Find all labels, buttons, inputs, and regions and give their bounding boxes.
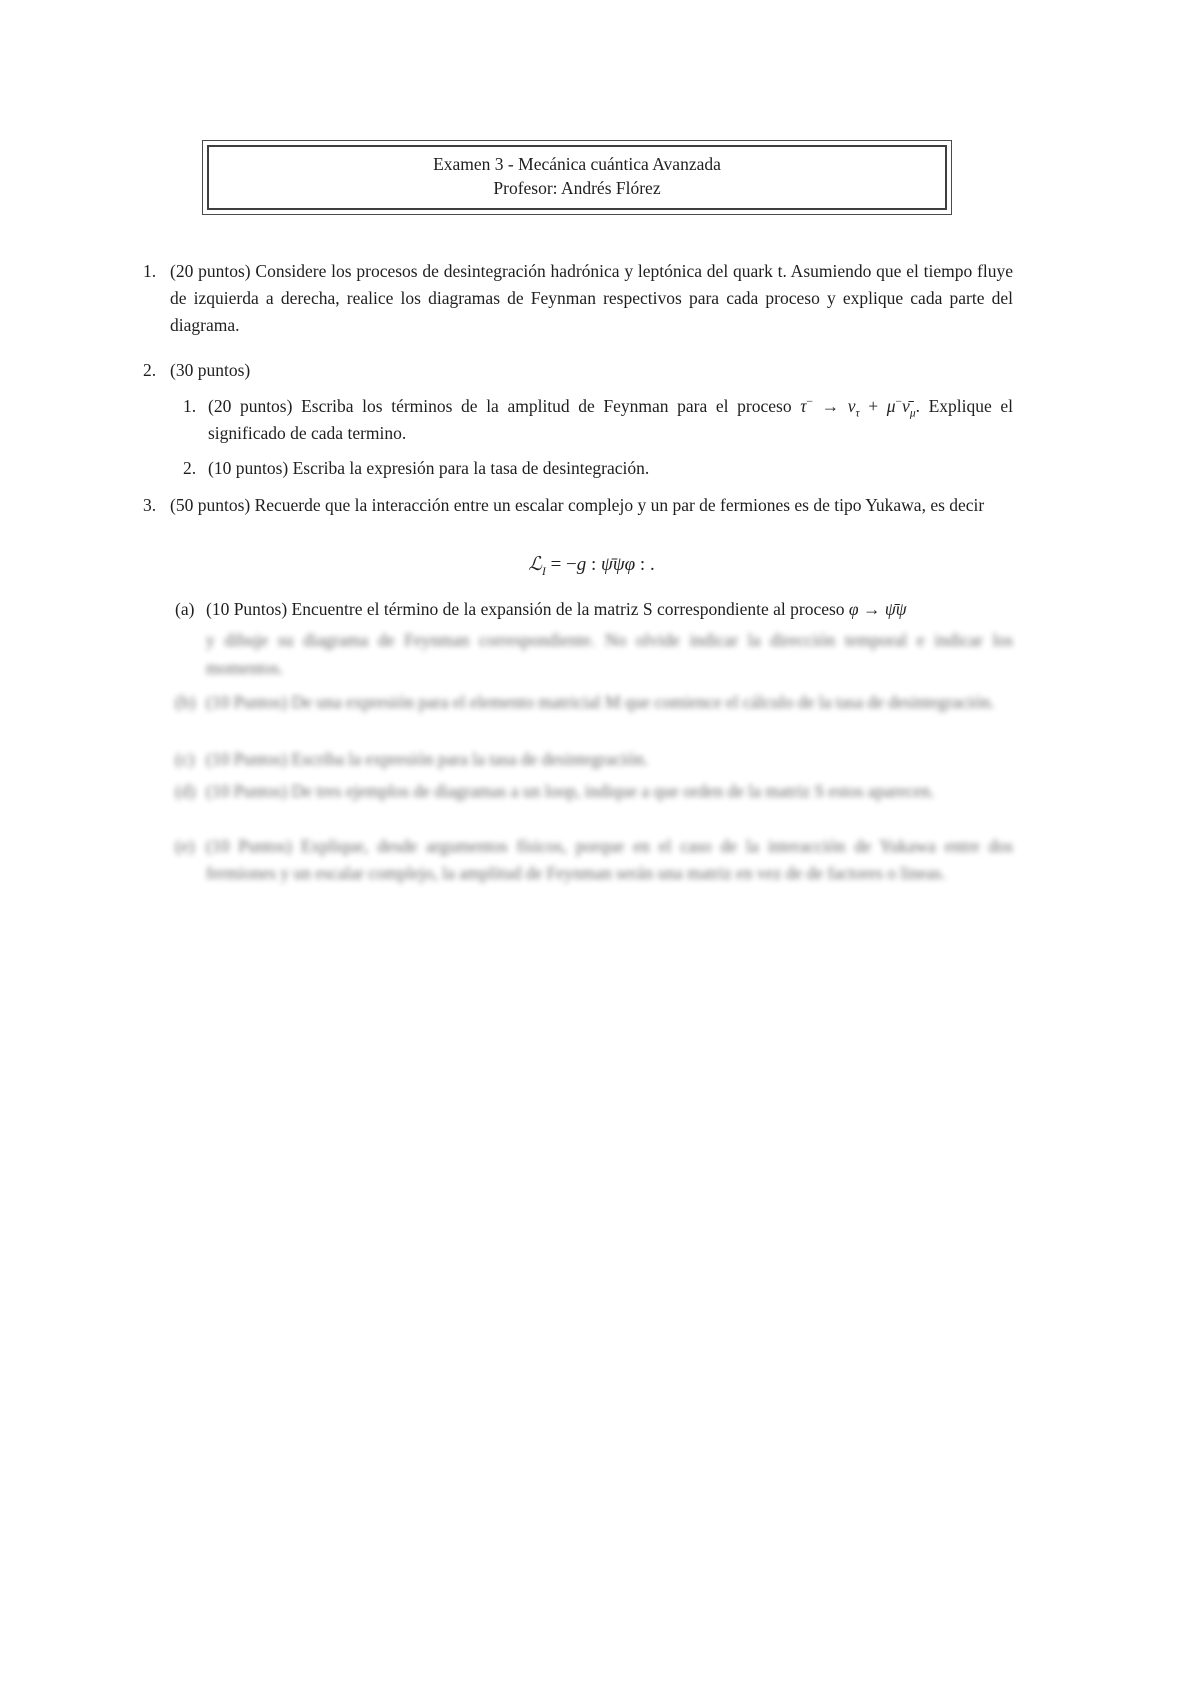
nu-tau-symbol: ν — [847, 396, 856, 416]
question-2-text: (30 puntos) — [170, 360, 251, 380]
lagrangian-script-L: ℒ — [528, 554, 542, 575]
question-3-number: 3. — [143, 495, 157, 515]
question-2-1 — [183, 393, 1013, 447]
psi-symbol: ψ — [895, 599, 907, 619]
question-3c-text: (10 Puntos) Escriba la expresión para la tasa de desintegración. — [206, 749, 649, 769]
tau-charge: − — [806, 396, 813, 409]
yukawa-lagrangian-equation — [170, 553, 1013, 576]
professor-name: Profesor: Andrés Flórez — [493, 178, 661, 198]
nu-tau-subscript: τ — [855, 407, 860, 420]
question-2-number: 2. — [143, 360, 157, 380]
plus-symbol: + — [859, 396, 887, 416]
question-3a-blurred-continuation: y dibuje su diagrama de Feynman correspondiente. No olvide indicar la dirección temporal e indicar los momentos. — [206, 630, 1013, 678]
question-3e-text: (10 Puntos) Explique, desde argumentos físicos, porque en el caso de la interacción de Yukawa entre dos fermiones y un escalar complejo, la amplitud de Feynman serán una matriz en vez de de factores o lineas. — [206, 836, 1013, 883]
tau-decay-formula — [800, 396, 920, 420]
question-3a-pre: (10 Puntos) Encuentre el término de la expansión de la matriz S correspondiente al proceso — [206, 599, 849, 619]
period: . — [915, 396, 920, 416]
title-box — [202, 140, 952, 215]
phi-symbol: φ — [848, 599, 859, 619]
question-2-2-text: (10 puntos) Escriba la expresión para la tasa de desintegración. — [208, 458, 650, 478]
phi-symbol: φ — [624, 554, 636, 575]
psibar-symbol: ψ̄ — [884, 599, 896, 619]
question-2-1-pre: (20 puntos) Escriba los términos de la amplitud de Feynman para el proceso — [208, 396, 801, 416]
question-3 — [143, 492, 1013, 519]
question-3d — [175, 777, 1013, 805]
question-2-1-text — [208, 393, 1013, 447]
coupling-g: g — [576, 554, 587, 575]
nubar-mu-symbol: ν̄ — [902, 396, 910, 416]
equals-minus: = − — [545, 554, 577, 575]
question-3c-label: (c) — [175, 749, 195, 769]
psibar-symbol: ψ̄ — [601, 554, 613, 575]
phi-to-psibar-psi-formula — [849, 599, 907, 619]
psi-symbol: ψ — [612, 554, 625, 575]
question-3a — [175, 596, 1013, 623]
arrow-symbol: → — [858, 599, 885, 619]
question-2 — [143, 357, 1013, 384]
tau-symbol: τ — [800, 396, 807, 416]
question-2-2 — [183, 455, 1013, 482]
question-2-2-number: 2. — [183, 458, 197, 478]
question-3a-label: (a) — [175, 599, 195, 619]
question-3b — [175, 688, 1013, 716]
question-3-text: (50 puntos) Recuerde que la interacción entre un escalar complejo y un par de fermiones es de tipo Yukawa, es decir — [170, 495, 985, 515]
mu-charge: − — [895, 396, 903, 409]
question-3a-text — [206, 596, 1013, 623]
question-2-1-number: 1. — [183, 396, 197, 416]
question-3d-label: (d) — [175, 781, 196, 801]
question-1-number: 1. — [143, 261, 157, 281]
question-1-text: (20 puntos) Considere los procesos de desintegración hadrónica y leptónica del quark t. Asumiendo que el tiempo fluye de izquierda a derecha, realice los diagramas de Feynman respectivos para cada proceso y explique cada parte del diagrama. — [170, 261, 1013, 335]
question-3b-text: (10 Puntos) De una expresión para el elemento matricial M que comience el cálculo de la tasa de desintegración. — [206, 692, 995, 712]
normal-order-colon: : — [586, 554, 602, 575]
normal-order-end: : . — [635, 554, 655, 575]
arrow-symbol: → — [812, 396, 848, 416]
question-3e — [175, 833, 1013, 887]
title-box-inner — [207, 145, 947, 210]
exam-title: Examen 3 - Mecánica cuántica Avanzada — [433, 154, 721, 174]
question-2-1-post: Explique el significado de cada termino. — [208, 396, 1014, 443]
mu-symbol: μ — [886, 396, 896, 416]
nubar-mu-subscript: μ — [909, 407, 916, 420]
question-3d-text: (10 Puntos) De tres ejemplos de diagramas a un loop, indique a que orden de la matriz S estos aparecen. — [206, 781, 935, 801]
question-3b-label: (b) — [175, 692, 196, 712]
question-1 — [143, 258, 1013, 339]
lagrangian-subscript-I: I — [541, 565, 546, 578]
question-3c — [175, 745, 1013, 773]
question-3e-label: (e) — [175, 836, 195, 856]
